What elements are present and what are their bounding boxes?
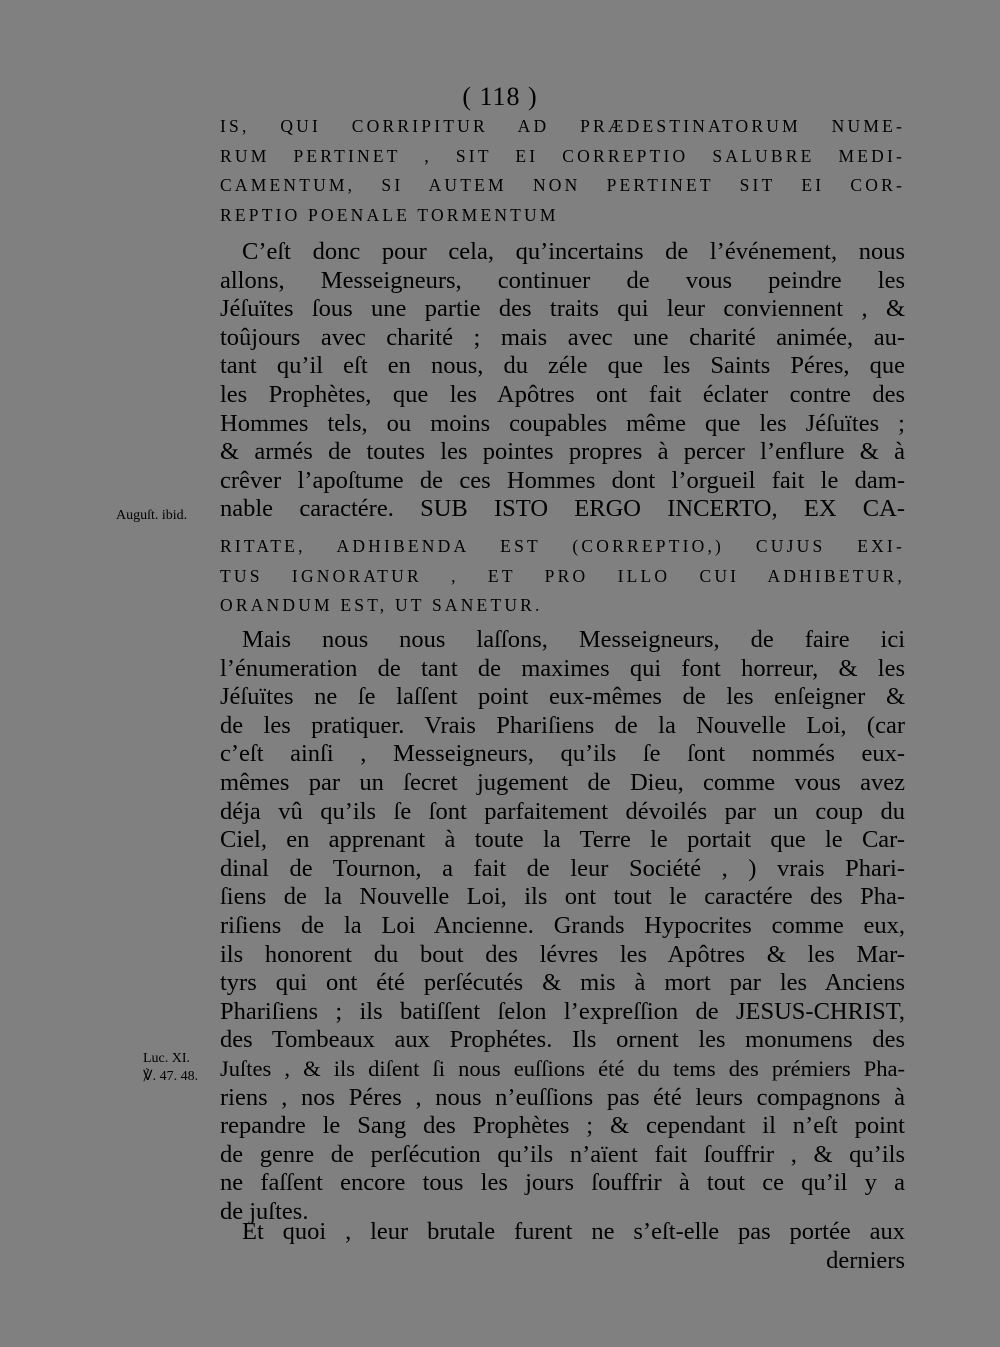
- margin-note-august: Auguſt. ibid.: [116, 508, 188, 523]
- text-line: de genre de perſécution qu’ils n’aïent fait ſouffrir , & qu’ils: [220, 1140, 905, 1168]
- text-line: Ciel, en apprenant à toute la Terre le portait que le Car-: [220, 826, 905, 854]
- text-line: C’eſt donc pour cela, qu’incertains de l’événement, nous: [242, 238, 905, 265]
- text-line: de les pratiquer. Vrais Phariſiens de la Nouvelle Loi, (car: [220, 711, 905, 739]
- text-line: de juſtes.: [220, 1197, 309, 1225]
- text-line: c’eſt ainſi , Messeigneurs, qu’ils ſe ſont nommés eux-: [220, 740, 905, 768]
- text-line: ſiens de la Nouvelle Loi, ils ont tout le caractére des Pha-: [220, 883, 905, 911]
- text-line: tant qu’il eſt en nous, du zéle que les Saints Péres, que: [220, 352, 905, 380]
- text-line: Et quoi , leur brutale furent ne s’eſt-elle pas portée aux: [242, 1218, 905, 1245]
- catchword: [220, 1247, 905, 1276]
- text-line: REPTIO POENALE TORMENTUM: [220, 204, 559, 225]
- text-line: mêmes par un ſecret jugement de Dieu, comme vous avez: [220, 768, 905, 796]
- text-line: riens , nos Péres , nous n’euſſions pas été leurs compagnons à: [220, 1083, 905, 1111]
- margin-note-luc: [143, 1050, 198, 1086]
- text-line: RUM PERTINET , SIT EI CORREPTIO SALUBRE MEDI-: [220, 145, 905, 166]
- latin-quote-block: [220, 112, 905, 230]
- catchword-text: derniers: [826, 1247, 905, 1274]
- text-line: RITATE, ADHIBENDA EST (CORREPTIO,) CUJUS EXI-: [220, 536, 905, 556]
- text-line: ils honorent du bout des lévres les Apôtres & les Mar-: [220, 940, 905, 968]
- text-line: des Tombeaux aux Prophétes. Ils ornent les monumens des: [220, 1026, 905, 1054]
- text-line: tyrs qui ont été perſécutés & mis à mort par les Anciens: [220, 969, 905, 997]
- text-line: Mais nous nous laſſons, Messeigneurs, de faire ici: [242, 626, 905, 653]
- text-line: ne faſſent encore tous les jours ſouffrir à tout ce qu’il y a: [220, 1169, 905, 1197]
- paragraph-1: [220, 238, 905, 524]
- latin-quote-continuation: [220, 532, 905, 621]
- paragraph-3: [220, 1218, 905, 1247]
- text-line: allons, Messeigneurs, continuer de vous peindre les: [220, 266, 905, 294]
- margin-note-luc-ref: Luc. XI.: [143, 1051, 191, 1066]
- paragraph-2: [220, 626, 905, 1226]
- text-line: déja vû qu’ils ſe ſont parfaitement dévoilés par un coup du: [220, 797, 905, 825]
- text-line: nable caractére. SUB ISTO ERGO INCERTO, EX CA-: [220, 495, 905, 523]
- margin-note-luc-verses: ℣. 47. 48.: [143, 1069, 199, 1084]
- text-line: Hommes tels, ou moins coupables même que les Jéſuïtes ;: [220, 409, 905, 437]
- text-line: CAMENTUM, SI AUTEM NON PERTINET SIT EI COR-: [220, 175, 905, 196]
- text-line: Juſtes , & ils diſent ſi nous euſſions été du tems des prémiers Pha-: [220, 1055, 905, 1081]
- page-number: ( 118 ): [462, 82, 538, 111]
- text-line: & armés de toutes les pointes propres à percer l’enflure & à: [220, 438, 905, 466]
- text-line: ORANDUM EST, UT SANETUR.: [220, 595, 543, 616]
- text-line: Jéſuïtes ne ſe laſſent point eux-mêmes de les enſeigner &: [220, 683, 905, 711]
- text-line: IS, QUI CORRIPITUR AD PRÆDESTINATORUM NUME-: [220, 116, 905, 136]
- text-line: TUS IGNORATUR , ET PRO ILLO CUI ADHIBETUR,: [220, 565, 905, 586]
- text-line: crêver l’apoſtume de ces Hommes dont l’orgueil fait le dam-: [220, 466, 905, 494]
- text-line: repandre le Sang des Prophètes ; & cependant il n’eſt point: [220, 1112, 905, 1140]
- text-line: Phariſiens ; ils batiſſent ſelon l’expreſſion de JESUS-CHRIST,: [220, 997, 905, 1025]
- text-line: toûjours avec charité ; mais avec une charité animée, au-: [220, 323, 905, 351]
- text-line: les Prophètes, que les Apôtres ont fait éclater contre des: [220, 380, 905, 408]
- text-line: Jéſuïtes ſous une partie des traits qui leur conviennent , &: [220, 295, 905, 323]
- text-line: dinal de Tournon, a fait de leur Société , ) vrais Phari-: [220, 854, 905, 882]
- text-line: l’énumeration de tant de maximes qui font horreur, & les: [220, 654, 905, 682]
- text-line: riſiens de la Loi Ancienne. Grands Hypocrites comme eux,: [220, 911, 905, 939]
